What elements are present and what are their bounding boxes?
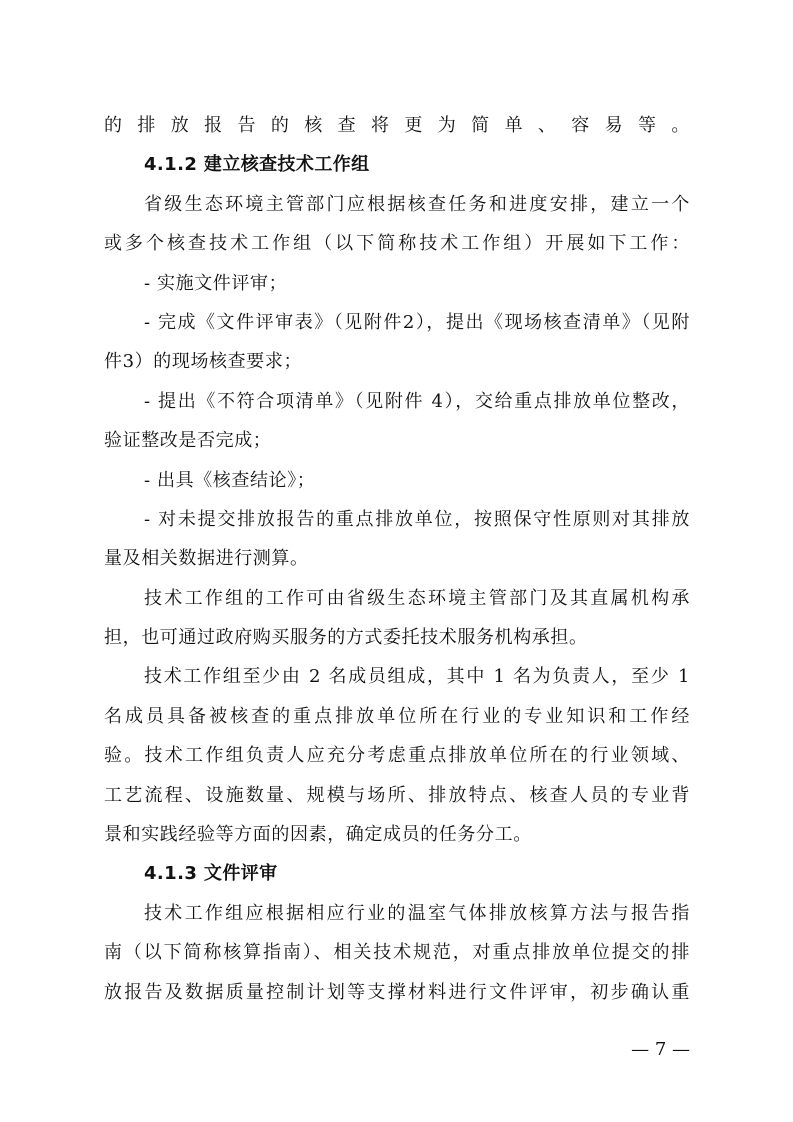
paragraph-line: 技术工作组的工作可由省级生态环境主管部门及其直属机构承 bbox=[144, 587, 690, 609]
paragraph-line: 名成员具备被核查的重点排放单位所在行业的专业知识和工作经 bbox=[104, 705, 690, 727]
paragraph-line: - 完成《文件评审表》（见附件2），提出《现场核查清单》（见附 bbox=[144, 311, 690, 333]
paragraph-line: 景和实践经验等方面的因素，确定成员的任务分工。 bbox=[104, 824, 532, 846]
paragraph-line: - 对未提交排放报告的重点排放单位，按照保守性原则对其排放 bbox=[144, 508, 690, 530]
paragraph-line: - 提出《不符合项清单》（见附件 4），交给重点排放单位整改， bbox=[144, 390, 690, 412]
paragraph-line: - 实施文件评审； bbox=[144, 272, 288, 294]
paragraph-line: 技术工作组至少由 2 名成员组成，其中 1 名为负责人，至少 1 bbox=[144, 666, 690, 688]
paragraph-line: 担，也可通过政府购买服务的方式委托技术服务机构承担。 bbox=[104, 627, 588, 649]
paragraph-line: 的排放报告的核查将更为简单、容易等。 bbox=[104, 115, 690, 136]
paragraph-line: 工艺流程、设施数量、规模与场所、排放特点、核查人员的专业背 bbox=[104, 784, 690, 806]
paragraph-line: 件3）的现场核查要求； bbox=[104, 351, 303, 373]
body-text bbox=[104, 106, 690, 1012]
section-heading: 4.1.3 文件评审 bbox=[144, 863, 278, 885]
paragraph-line: 量及相关数据进行测算。 bbox=[104, 548, 309, 570]
paragraph-line: 或多个核查技术工作组（以下简称技术工作组）开展如下工作： bbox=[104, 233, 690, 255]
paragraph-line: 验证整改是否完成； bbox=[104, 430, 272, 452]
section-heading: 4.1.2 建立核查技术工作组 bbox=[144, 154, 370, 176]
page-number: — 7 — bbox=[631, 1039, 690, 1060]
paragraph-line: 省级生态环境主管部门应根据核查任务和进度安排，建立一个 bbox=[144, 193, 690, 215]
paragraph-line: 技术工作组应根据相应行业的温室气体排放核算方法与报告指 bbox=[144, 902, 690, 924]
paragraph-line: 放报告及数据质量控制计划等支撑材料进行文件评审，初步确认重 bbox=[104, 981, 690, 1003]
paragraph-line: 南（以下简称核算指南）、相关技术规范，对重点排放单位提交的排 bbox=[104, 942, 690, 964]
paragraph-line: 验。技术工作组负责人应充分考虑重点排放单位所在的行业领域、 bbox=[104, 745, 690, 767]
paragraph-line: - 出具《核查结论》； bbox=[144, 469, 316, 491]
